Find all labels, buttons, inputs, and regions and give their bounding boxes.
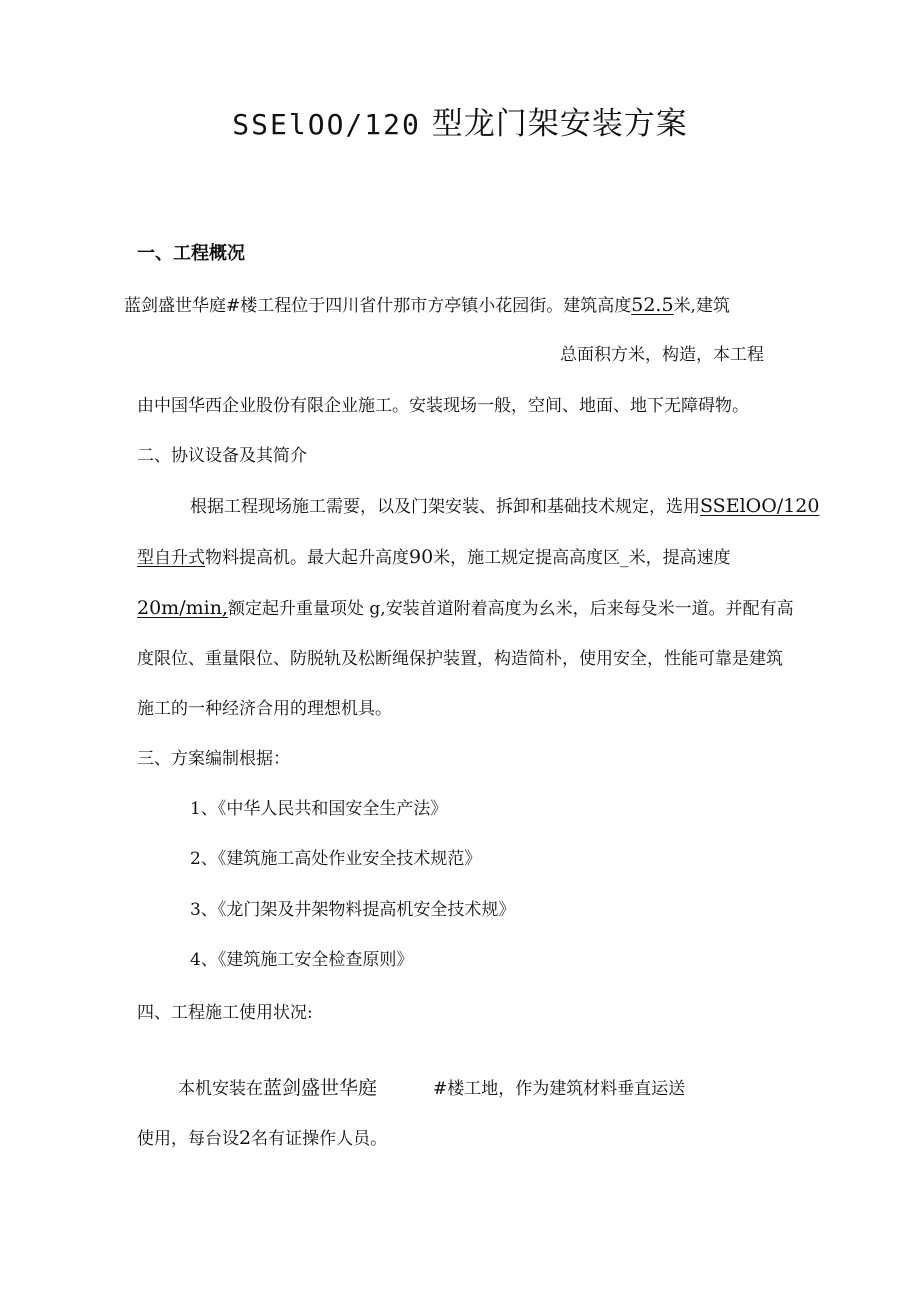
s2-text-d: 额定起升重量项处 g,安装首道附着高度为幺米，后来每殳米一道。并配有高 [227,599,794,619]
hoist-type: 型自升式 [137,548,205,568]
section-3-heading: 三、方案编制根据： [137,749,290,769]
s4-paragraph-line-1 [178,1077,685,1100]
s4-paragraph-line-2 [137,1127,387,1150]
s4-text-a: 本机安装在 [178,1079,263,1099]
section-1-heading: 一、工程概况 [137,243,245,264]
s2-paragraph-line-2 [137,546,731,569]
site-name: 蓝剑盛世华庭 [263,1077,378,1099]
document-title [0,104,920,145]
s2-paragraph-line-1 [190,495,819,518]
section-2-heading: 二、协议设备及其简介 [137,446,307,466]
s1-text-a: 蓝剑盛世华庭#楼工程位于四川省什那市方亭镇小花园街。建筑高度 [124,296,632,316]
title-text: 型龙门架安装方案 [431,106,688,142]
s2-text-c: 米，施工规定提高高度区_米，提高速度 [433,548,731,568]
reference-item: 4、《建筑施工安全检查原则》 [190,950,414,970]
s2-text-b: 物料提高机。最大起升高度 [205,548,409,568]
s4-text-c: 使用，每台设 [137,1129,239,1149]
section-4-heading: 四、工程施工使用状况: [137,1003,313,1023]
reference-item: 3、《龙门架及井架物料提高机安全技术规》 [190,900,516,920]
s1-paragraph-line-3: 由中国华西企业股份有限企业施工。安装现场一般，空间、地面、地下无障碍物。 [137,396,749,416]
s2-paragraph-line-3 [137,597,794,620]
reference-item: 2、《建筑施工高处作业安全技术规范》 [190,849,482,869]
s1-text-b: 米,建筑 [673,296,730,316]
lift-speed: 20m∕min, [137,597,228,619]
reference-item: 1、《中华人民共和国安全生产法》 [190,799,448,819]
s4-text-b: #楼工地，作为建筑材料垂直运送 [433,1079,686,1099]
s4-text-d: 名有证操作人员。 [251,1129,388,1149]
title-model-code: SSElOO/120 [232,108,421,141]
operator-count: 2 [239,1127,252,1149]
s1-paragraph-line-2: 总面积方米，构造，本工程 [560,345,764,365]
max-lift-height: 90 [409,546,434,568]
s2-text-a: 根据工程现场施工需要，以及门架安装、拆卸和基础技术规定，选用 [190,497,700,517]
s2-paragraph-line-4: 度限位、重量限位、防脱轨及松断绳保护装置，构造简朴，使用安全，性能可靠是建筑 [137,649,783,669]
s2-paragraph-line-5: 施工的一种经济合用的理想机具。 [137,699,392,719]
model-code: SSElOO/120 [700,495,820,517]
s1-paragraph-line-1 [124,294,730,317]
building-height-value: 52.5 [631,294,674,316]
